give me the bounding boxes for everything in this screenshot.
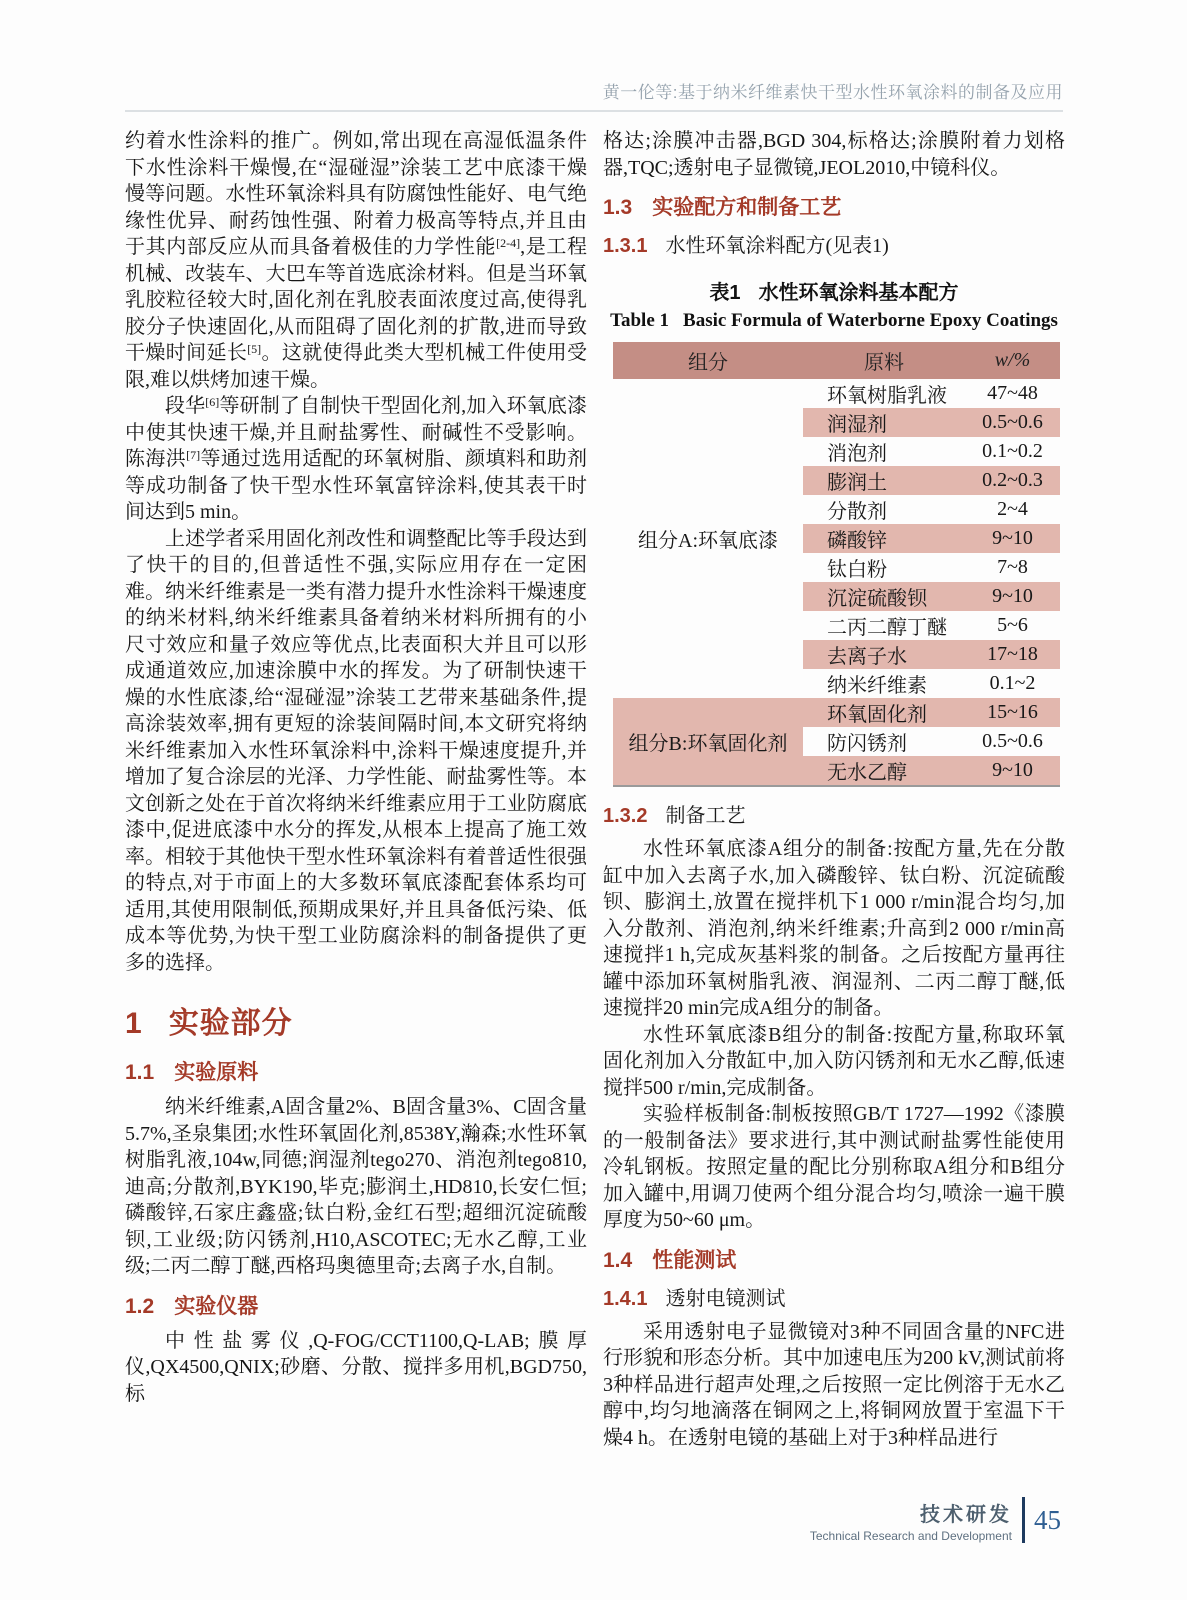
paragraph-tem-test: 采用透射电子显微镜对3种不同固含量的NFC进行形貌和形态分析。其中加速电压为200 kV,测试前将3种样品进行超声处理,之后按照一定比例溶于无水乙醇中,均匀地滴落在铜网之上,将铜网放置于室温下干燥4 h。在透射电镜的基础上对于3种样品进行 — [603, 1320, 1065, 1449]
right-column — [603, 128, 1065, 1451]
section-1-2-heading — [125, 1290, 587, 1320]
material-cell: 无水乙醇 — [803, 756, 965, 786]
section-title: 性能测试 — [652, 1248, 737, 1272]
section-number: 1.4.1 — [603, 1287, 648, 1310]
table-header-row — [613, 342, 1060, 379]
section-number: 1.3.1 — [603, 235, 648, 257]
section-1-heading — [125, 998, 587, 1042]
section-1-3-heading — [603, 191, 1065, 221]
section-number: 1.4 — [603, 1248, 633, 1272]
paragraph-intro-continuation — [125, 128, 587, 393]
table1-caption-en — [603, 310, 1065, 332]
column-header-weight-percent: w/% — [965, 342, 1060, 379]
section-title: 实验原料 — [174, 1061, 259, 1084]
section-title: 实验部分 — [168, 1007, 293, 1040]
left-column — [125, 128, 587, 1451]
table1-block — [603, 276, 1065, 787]
paragraph-text: ,是工程机械、改装车、大巴车等首选底涂材料。但是当环氧乳胶粒径较大时,固化剂在乳胶表面浓度过高,使得乳胶分子快速固化,从而阻碍了固化剂的扩散,进而导致干燥时间延长 — [125, 236, 588, 364]
section-number: 1.2 — [125, 1294, 155, 1318]
section-number: 1 — [125, 1007, 143, 1040]
paragraph-prep-b: 水性环氧底漆B组分的制备:按配方量,称取环氧固化剂加入分散缸中,加入防闪锈剂和无水乙醇,低速搅拌500 r/min,完成制备。 — [603, 1023, 1065, 1099]
material-cell: 二丙二醇丁醚 — [827, 617, 947, 639]
material-cell: 钛白粉 — [827, 559, 887, 581]
paragraph-panel-prep: 实验样板制备:制板按照GB/T 1727—1992《漆膜的一般制备法》要求进行,其中测试耐盐雾性能使用冷轧钢板。按照定量的配比分别称取A组分和B组分加入罐中,用调刀使两个组分混合均匀,喷涂一遍干膜厚度为50~60 μm。 — [603, 1103, 1065, 1231]
paragraph-motivation: 上述学者采用固化剂改性和调整配比等手段达到了快干的目的,但普适性不强,实际应用存在一定困难。纳米纤维素是一类有潜力提升水性涂料干燥速度的纳米材料,纳米纤维素具备着纳米材料所拥有的小尺寸效应和量子效应等优点,比表面积大并且可以形成通道效应,加速涂膜中水的挥发。为了研制快速干燥的水性底漆,给“湿碰湿”涂装工艺带来基础条件,提高涂装效率,拥有更短的涂装间隔时间,本文研究将纳米纤维素加入水性环氧涂料中,涂料干燥速度提升,并增加了复合涂层的光泽、力学性能、耐盐雾性等。本文创新之处在于首次将纳米纤维素应用于工业防腐底漆中,促进底漆中水分的挥发,从根本上提高了施工效率。相较于其他快干型水性环氧涂料有着普适性很强的特点,对于市面上的大多数环氧底漆配套体系均可适用,其使用限制低,预期成果好,并且具备低污染、低成本等优势,为快干型工业防腐涂料的制备提供了更多的选择。 — [125, 527, 587, 974]
section-number: 1.1 — [125, 1061, 155, 1084]
column-header-material: 原料 — [803, 342, 965, 379]
group-a-label-cell: 组分A:环氧底漆 — [638, 530, 778, 552]
section-title: 制备工艺 — [665, 805, 746, 827]
section-1-4-1-heading — [603, 1282, 1065, 1311]
footer-divider-bar — [1022, 1497, 1025, 1543]
material-cell: 环氧树脂乳液 — [827, 385, 947, 407]
section-title: 水性环氧涂料配方(见表1) — [665, 235, 889, 257]
citation-ref-2-4: [2-4] — [496, 236, 521, 250]
paragraph-text: 约着水性涂料的推广。例如,常出现在高湿低温条件下水性涂料干燥慢,在“湿碰湿”涂装工艺中底漆干燥慢等问题。水性环氧涂料具有防腐蚀性能好、电气绝缘性优异、耐药蚀性强、附着力极高等特点,并且由于其内部反应从而具备着极佳的力学性能 — [125, 130, 587, 258]
value-cell: 0.5~0.6 — [982, 730, 1043, 752]
section-number: 1.3 — [603, 196, 633, 219]
table-caption-number: 表1 — [709, 282, 741, 304]
table-row — [613, 698, 1060, 727]
material-cell: 润湿剂 — [803, 408, 965, 437]
section-1-3-2-heading — [603, 799, 1065, 828]
paragraph-text: 等研制了自制快干型固化剂,加入环氧底漆中使其快速干燥,并且耐盐雾性、耐碱性不受影响。陈海洪 — [125, 395, 588, 470]
paragraph-prior-work — [125, 393, 587, 526]
citation-ref-7: [7] — [186, 448, 201, 462]
material-cell: 膨润土 — [803, 466, 965, 495]
footer-section-zh: 技术研发 — [920, 1503, 1012, 1526]
paragraph-instruments-start: 中性盐雾仪,Q-FOG/CCT1100,Q-LAB;膜厚仪,QX4500,QNIX;砂磨、分散、搅拌多用机,BGD750,标 — [125, 1329, 587, 1405]
value-cell: 2~4 — [997, 498, 1028, 520]
header-divider — [125, 110, 1063, 112]
value-cell: 0.2~0.3 — [965, 466, 1060, 495]
citation-ref-5: [5] — [247, 342, 262, 356]
value-cell: 17~18 — [965, 640, 1060, 669]
material-cell: 分散剂 — [827, 501, 887, 523]
value-cell: 5~6 — [997, 614, 1028, 636]
column-header-component: 组分 — [613, 342, 803, 379]
paragraph-text: 段华 — [165, 395, 206, 417]
material-cell: 防闪锈剂 — [827, 733, 907, 755]
table-row — [613, 379, 1060, 408]
value-cell: 9~10 — [965, 582, 1060, 611]
section-1-3-1-heading — [603, 229, 1065, 258]
paragraph-text: 等通过选用适配的环氧树脂、颜填料和助剂等成功制备了快干型水性环氧富锌涂料,使其表干时间达到5 min。 — [125, 448, 588, 523]
table-caption-title: 水性环氧涂料基本配方 — [758, 282, 959, 304]
citation-ref-6: [6] — [205, 395, 220, 409]
material-cell: 沉淀硫酸钡 — [803, 582, 965, 611]
section-1-4-heading — [603, 1244, 1065, 1274]
section-number: 1.3.2 — [603, 805, 648, 827]
material-cell: 环氧固化剂 — [803, 698, 965, 727]
paragraph-materials: 纳米纤维素,A固含量2%、B固含量3%、C固含量5.7%,圣泉集团;水性环氧固化剂,8538Y,瀚森;水性环氧树脂乳液,104w,同德;润湿剂tego270、消泡剂tego810,迪高;分散剂,BYK190,毕克;膨润土,HD810,长安仁恒;磷酸锌,石家庄鑫盛;钛白粉,金红石型;超细沉淀硫酸钡,工业级;防闪锈剂,H10,ASCOTEC;无水乙醇,工业级;二丙二醇丁醚,西格玛奥德里奇;去离子水,自制。 — [125, 1096, 587, 1277]
value-cell: 0.1~0.2 — [982, 440, 1043, 462]
footer-section-block — [810, 1498, 1012, 1543]
section-1-1-heading — [125, 1056, 587, 1086]
value-cell: 0.5~0.6 — [965, 408, 1060, 437]
value-cell: 15~16 — [965, 698, 1060, 727]
section-title: 实验配方和制备工艺 — [652, 196, 842, 219]
body-columns — [125, 128, 1065, 1451]
running-head-title: 黄一伦等:基于纳米纤维素快干型水性环氧涂料的制备及应用 — [602, 83, 1063, 102]
paragraph-prep-a: 水性环氧底漆A组分的制备:按配方量,先在分散缸中加入去离子水,加入磷酸锌、钛白粉、沉淀硫酸钡、膨润土,放置在搅拌机下1 000 r/min混合均匀,加入分散剂、消泡剂,纳米纤维素;升高到2 000 r/min高速搅拌1 h,完成灰基料浆的制备。之后按配方量再往罐中添加环氧树脂乳液、润湿剂、二丙二醇丁醚,低速搅拌20 min完成A组分的制备。 — [603, 838, 1065, 1019]
section-title: 实验仪器 — [174, 1294, 259, 1318]
running-head-block — [125, 78, 1063, 112]
page-number: 45 — [1034, 1504, 1061, 1535]
table-caption-title: Basic Formula of Waterborne Epoxy Coatings — [683, 310, 1058, 331]
table1-caption-zh — [603, 276, 1065, 305]
section-title: 透射电镜测试 — [665, 1287, 786, 1310]
value-cell: 47~48 — [987, 382, 1038, 404]
material-cell: 消泡剂 — [827, 443, 887, 465]
value-cell: 9~10 — [965, 524, 1060, 553]
footer-section-en: Technical Research and Development — [809, 1528, 1012, 1543]
value-cell: 0.1~2 — [989, 672, 1036, 694]
group-b-label-cell: 组分B:环氧固化剂 — [613, 698, 803, 786]
paragraph-instruments-continuation: 格达;涂膜冲击器,BGD 304,标格达;涂膜附着力划格器,TQC;透射电子显微镜,JEOL2010,中镜科仪。 — [603, 130, 1065, 179]
table1 — [613, 342, 1060, 787]
material-cell: 磷酸锌 — [803, 524, 965, 553]
table-caption-number: Table 1 — [610, 310, 670, 331]
material-cell: 纳米纤维素 — [827, 675, 927, 697]
page-footer — [810, 1497, 1061, 1543]
value-cell: 9~10 — [965, 756, 1060, 786]
material-cell: 去离子水 — [803, 640, 965, 669]
paragraph-text: 。这就使得此类大型机械工件使用受限,难以烘烤加速干燥。 — [125, 342, 588, 391]
value-cell: 7~8 — [997, 556, 1028, 578]
